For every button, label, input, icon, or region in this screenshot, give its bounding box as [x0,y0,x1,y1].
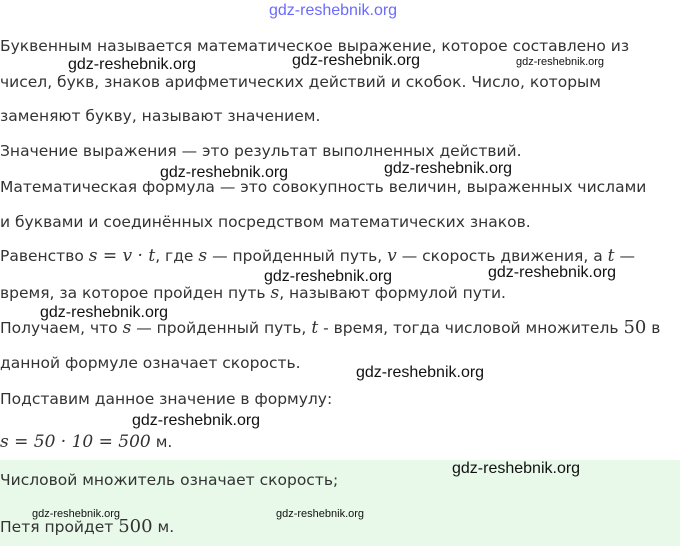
where-text: , где [155,247,194,265]
path-formula-line-2 [0,283,506,303]
watermark-top: gdz-reshebnik.org [269,2,398,19]
calculation-unit: м. [155,433,173,451]
var-s-3: s [122,318,132,338]
answer-distance: 500 [118,516,153,537]
watermark: gdz-reshebnik.org [40,304,169,321]
watermark: gdz-reshebnik.org [264,268,393,285]
definition-line-2: чисел, букв, знаков арифметических действий и скобок. Число, которым [0,73,601,91]
answer-line-1: Числовой множитель означает скорость; [0,471,339,489]
t-time-text: - время, тогда числовой множитель [323,319,619,337]
var-t-2: t [311,318,319,338]
watermark: gdz-reshebnik.org [356,364,485,381]
calculation-line [0,432,172,452]
answer-unit: м. [157,518,175,536]
answer-prefix: Петя пройдет [0,518,114,536]
s-path-text: — пройденный путь, [136,319,307,337]
formula-definition-line-1: Математическая формула — это совокупность величин, выраженных числами [0,178,647,196]
path-formula-line-1 [0,246,635,266]
speed-text: — скорость движения, а [401,247,603,265]
reasoning-line-2: данной формуле означает скорость. [0,354,301,372]
substitute-line: Подставим данное значение в формулу: [0,390,333,408]
watermark: gdz-reshebnik.org [276,508,365,520]
answer-line-2 [0,517,174,537]
var-t: t [607,246,615,266]
watermark: gdz-reshebnik.org [68,56,197,73]
dash: — [619,247,635,265]
expression-value-definition: Значение выражения — это результат выполненных действий. [0,142,522,160]
watermark: gdz-reshebnik.org [32,508,121,520]
var-v: v [387,246,397,266]
watermark: gdz-reshebnik.org [384,160,513,177]
watermark: gdz-reshebnik.org [132,412,261,429]
multiplier-value: 50 [623,317,647,338]
watermark: gdz-reshebnik.org [160,164,289,181]
watermark: gdz-reshebnik.org [488,264,617,281]
definition-line-3: заменяют букву, называют значением. [0,107,321,125]
var-s-2: s [270,283,280,303]
watermark: gdz-reshebnik.org [516,56,605,68]
time-text: время, за которое пройден путь [0,284,266,302]
definition-line-1: Буквенным называется математическое выражение, которое составлено из [0,37,630,55]
calculation: s = 50 · 10 = 500 [0,432,151,452]
formula-definition-line-2: и буквами и соединённых посредством математических знаков. [0,213,531,231]
var-s: s [198,246,208,266]
watermark: gdz-reshebnik.org [452,460,581,477]
watermark: gdz-reshebnik.org [292,52,421,69]
in-text: в [651,319,661,337]
path-formula: s = v · t [88,246,156,266]
we-get-text: Получаем, что [0,319,118,337]
called-text: , называют формулой пути. [279,284,506,302]
traveled-text: — пройденный путь, [212,247,383,265]
equality-word: Равенство [0,247,84,265]
